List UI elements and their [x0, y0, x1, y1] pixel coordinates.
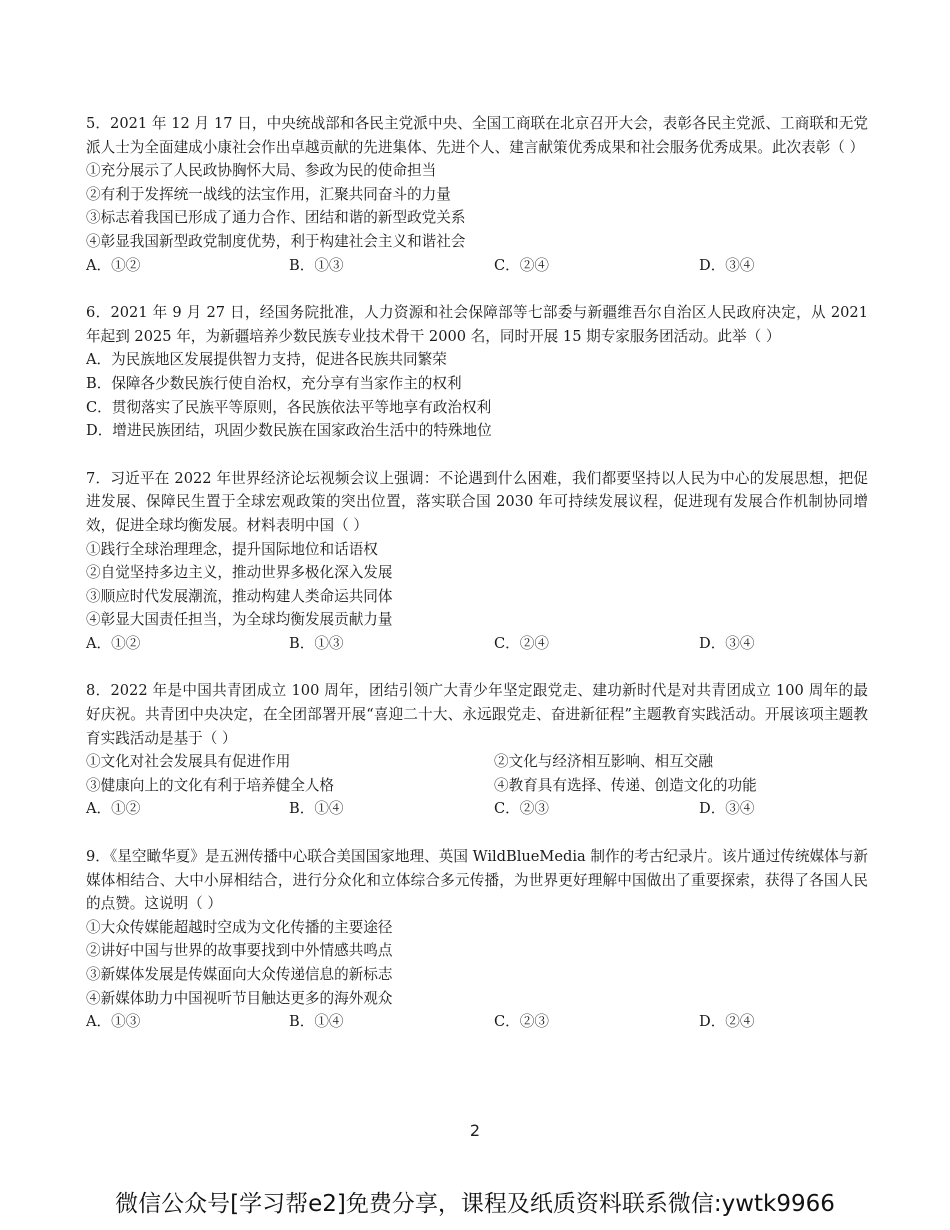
statement: ③标志着我国已形成了通力合作、团结和谐的新型政党关系: [86, 209, 466, 227]
question-8: [86, 679, 868, 821]
statement-row: [86, 774, 868, 798]
option-d[interactable]: D．②④: [699, 1013, 755, 1031]
option-c[interactable]: C．②④: [494, 256, 549, 274]
question-5: [86, 112, 868, 277]
option-d[interactable]: D．③④: [699, 800, 755, 818]
option-b[interactable]: B．①④: [289, 800, 344, 818]
statement: ②讲好中国与世界的故事要找到中外情感共鸣点: [86, 942, 393, 960]
question-9: [86, 845, 868, 1034]
statement: ④彰显我国新型政党制度优势，利于构建社会主义和谐社会: [86, 232, 466, 250]
question-stem: 6．2021 年 9 月 27 日，经国务院批准，人力资源和社会保障部等七部委与新疆维吾尔自治区人民政府决定，从 2021 年起到 2025 年，为新疆培养少数民族专业技术骨干 2000 名，同时开展 15 期专家服务团活动。此举（ ）: [86, 304, 868, 345]
answer-options: [86, 632, 868, 656]
answer-options: [86, 797, 868, 821]
option-a[interactable]: A．①②: [86, 256, 141, 274]
option-b[interactable]: B．①③: [289, 256, 344, 274]
option-c[interactable]: C．②③: [494, 800, 549, 818]
option-a[interactable]: A．①②: [86, 634, 141, 652]
option-b[interactable]: B．①④: [289, 1013, 344, 1031]
statement: ①充分展示了人民政协胸怀大局、参政为民的使命担当: [86, 162, 437, 180]
question-stem: 5．2021 年 12 月 17 日，中央统战部和各民主党派中央、全国工商联在北京召开大会，表彰各民主党派、工商联和无党派人士为全面建成小康社会作出卓越贡献的先进集体、先进个人、建言献策优秀成果和社会服务优秀成果。此次表彰（ ）: [86, 115, 868, 156]
answer-options: [86, 254, 868, 278]
statement: ②有利于发挥统一战线的法宝作用，汇聚共同奋斗的力量: [86, 185, 451, 203]
statement: ④教育具有选择、传递、创造文化的功能: [494, 776, 757, 794]
question-6: [86, 301, 868, 443]
option-d[interactable]: D．③④: [699, 256, 755, 274]
statement: ②自觉坚持多边主义，推动世界多极化深入发展: [86, 564, 393, 582]
statement: ①文化对社会发展具有促进作用: [86, 753, 291, 771]
question-stem: 7．习近平在 2022 年世界经济论坛视频会议上强调：不论遇到什么困难，我们都要坚持以人民为中心的发展思想，把促进发展、保障民生置于全球宏观政策的突出位置，落实联合国 2030 年可持续发展议程，促进现有发展合作机制协同增效，促进全球均衡发展。材料表明中国（ ）: [86, 469, 868, 534]
statement: ④新媒体助力中国视听节目触达更多的海外观众: [86, 989, 393, 1007]
statement: ③新媒体发展是传媒面向大众传递信息的新标志: [86, 966, 393, 983]
statement: ②文化与经济相互影响、相互交融: [494, 753, 713, 771]
statement: ①践行全球治理理念，提升国际地位和话语权: [86, 540, 378, 558]
question-stem: 9．《星空瞰华夏》是五洲传播中心联合美国国家地理、英国 WildBlueMedia 制作的考古纪录片。该片通过传统媒体与新媒体相结合、大中小屏相结合，进行分众化和立体综合多元传播，为世界更好理解中国做出了重要探索，获得了各国人民的点赞。这说明（ ）: [86, 848, 868, 913]
statement-row: [86, 750, 868, 774]
statement: ①大众传媒能超越时空成为文化传播的主要途径: [86, 918, 393, 936]
question-7: [86, 467, 868, 656]
page-number: 2: [469, 1121, 481, 1140]
question-stem: 8．2022 年是中国共青团成立 100 周年，团结引领广大青少年坚定跟党走、建功新时代是对共青团成立 100 周年的最好庆祝。共青团中央决定，在全团部署开展“喜迎二十大、永远跟党走、奋进新征程”主题教育实践活动。开展该项主题教育实践活动是基于（ ）: [86, 682, 868, 747]
option-b[interactable]: B．①③: [289, 634, 344, 652]
question-list: [86, 112, 868, 1034]
footer-watermark: 微信公众号[学习帮e2]免费分享，课程及纸质资料联系微信:ywtk9966: [115, 1191, 835, 1217]
option-c[interactable]: C．②③: [494, 1013, 549, 1031]
answer-options: [86, 1010, 868, 1034]
statement: ③健康向上的文化有利于培养健全人格: [86, 776, 335, 794]
option-d[interactable]: D．③④: [699, 634, 755, 652]
option-a[interactable]: A．①②: [86, 800, 141, 818]
option-d[interactable]: D．增进民族团结，巩固少数民族在国家政治生活中的特殊地位: [86, 422, 492, 440]
statement: ④彰显大国责任担当，为全球均衡发展贡献力量: [86, 611, 393, 629]
option-c[interactable]: C．②④: [494, 634, 549, 652]
option-c[interactable]: C．贯彻落实了民族平等原则，各民族依法平等地享有政治权利: [86, 398, 492, 416]
option-b[interactable]: B．保障各少数民族行使自治权，充分享有当家作主的权利: [86, 374, 462, 392]
option-a[interactable]: A．为民族地区发展提供智力支持，促进各民族共同繁荣: [86, 351, 447, 369]
option-a[interactable]: A．①③: [86, 1013, 141, 1031]
statement: ③顺应时代发展潮流，推动构建人类命运共同体: [86, 587, 393, 605]
